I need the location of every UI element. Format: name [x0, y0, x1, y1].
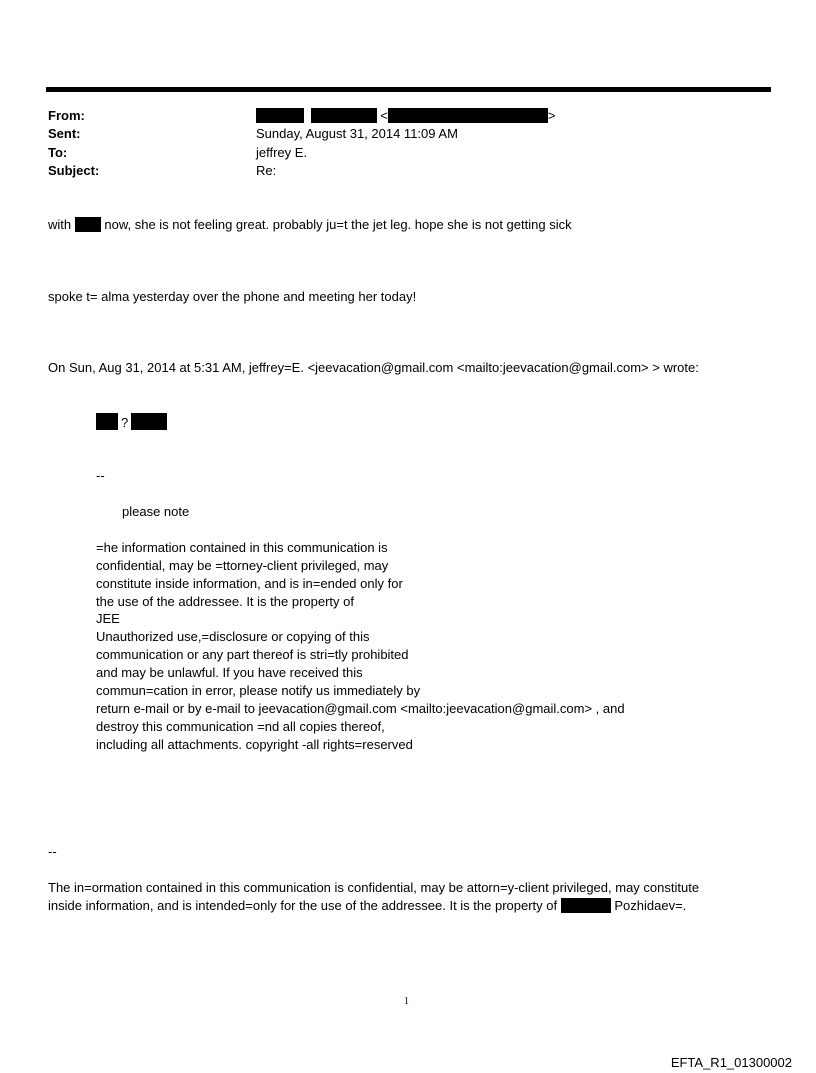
subject-label: Subject:	[48, 163, 100, 178]
redaction-box	[131, 413, 167, 430]
signature-dash: --	[48, 844, 57, 859]
subject-value: Re:	[256, 163, 277, 178]
disclaimer-line: return e-mail or by e-mail to jeevacation@gmail.com <mailto:jeevacation@gmail.com> , and	[96, 701, 625, 716]
from-label: From:	[48, 108, 85, 123]
disclaimer-line: the use of the addressee. It is the property of	[96, 594, 354, 609]
message-line-1	[48, 216, 572, 234]
bates-number: EFTA_R1_01300002	[670, 1055, 792, 1070]
from-value	[256, 107, 555, 125]
footer-text: Pozhidaev=.	[614, 898, 687, 913]
to-label: To:	[48, 145, 68, 160]
redaction-box	[388, 108, 548, 123]
page-number: 1	[404, 996, 409, 1007]
disclaimer-line: destroy this communication =nd all copies thereof,	[96, 719, 385, 734]
disclaimer-line: including all attachments. copyright -all rights=reserved	[96, 737, 413, 752]
message-text: with	[48, 217, 72, 232]
sent-value: Sunday, August 31, 2014 11:09 AM	[256, 126, 458, 141]
from-email-open: <	[380, 108, 388, 123]
disclaimer-line: constitute inside information, and is in=ended only for	[96, 576, 403, 591]
quote-dash: --	[96, 468, 105, 483]
header-rule	[46, 87, 771, 92]
quote-intro: On Sun, Aug 31, 2014 at 5:31 AM, jeffrey=E. <jeevacation@gmail.com <mailto:jeevacation@gmail.com> > wrote:	[48, 360, 699, 375]
message-line-2: spoke t= alma yesterday over the phone and meeting her today!	[48, 289, 417, 304]
message-text: now, she is not feeling great. probably ju=t the jet leg. hope she is not getting sick	[104, 217, 572, 232]
disclaimer-line: communication or any part thereof is stri=tly prohibited	[96, 647, 409, 662]
redaction-box	[311, 108, 377, 123]
disclaimer-line: =he information contained in this communication is	[96, 540, 388, 555]
disclaimer-line: confidential, may be =ttorney-client privileged, may	[96, 558, 389, 573]
footer-text: inside information, and is intended=only for the use of the addressee. It is the property of	[48, 898, 558, 913]
disclaimer-line: JEE	[96, 611, 120, 626]
redaction-box	[75, 217, 101, 232]
footer-line-1: The in=ormation contained in this communication is confidential, may be attorn=y-client privileged, may constitute	[48, 880, 700, 895]
sent-label: Sent:	[48, 126, 81, 141]
footer-line-2	[48, 897, 686, 915]
redaction-box	[256, 108, 304, 123]
to-value: jeffrey E.	[256, 145, 308, 160]
disclaimer-line: commun=cation in error, please notify us immediately by	[96, 683, 421, 698]
disclaimer-line: Unauthorized use,=disclosure or copying of this	[96, 629, 370, 644]
quote-note: please note	[122, 504, 190, 519]
quoted-redacted-line	[96, 413, 167, 432]
question-mark: ?	[121, 415, 129, 430]
disclaimer-line: and may be unlawful. If you have received this	[96, 665, 363, 680]
redaction-box	[96, 413, 118, 430]
redaction-box	[561, 898, 611, 913]
from-email-close: >	[547, 108, 556, 123]
